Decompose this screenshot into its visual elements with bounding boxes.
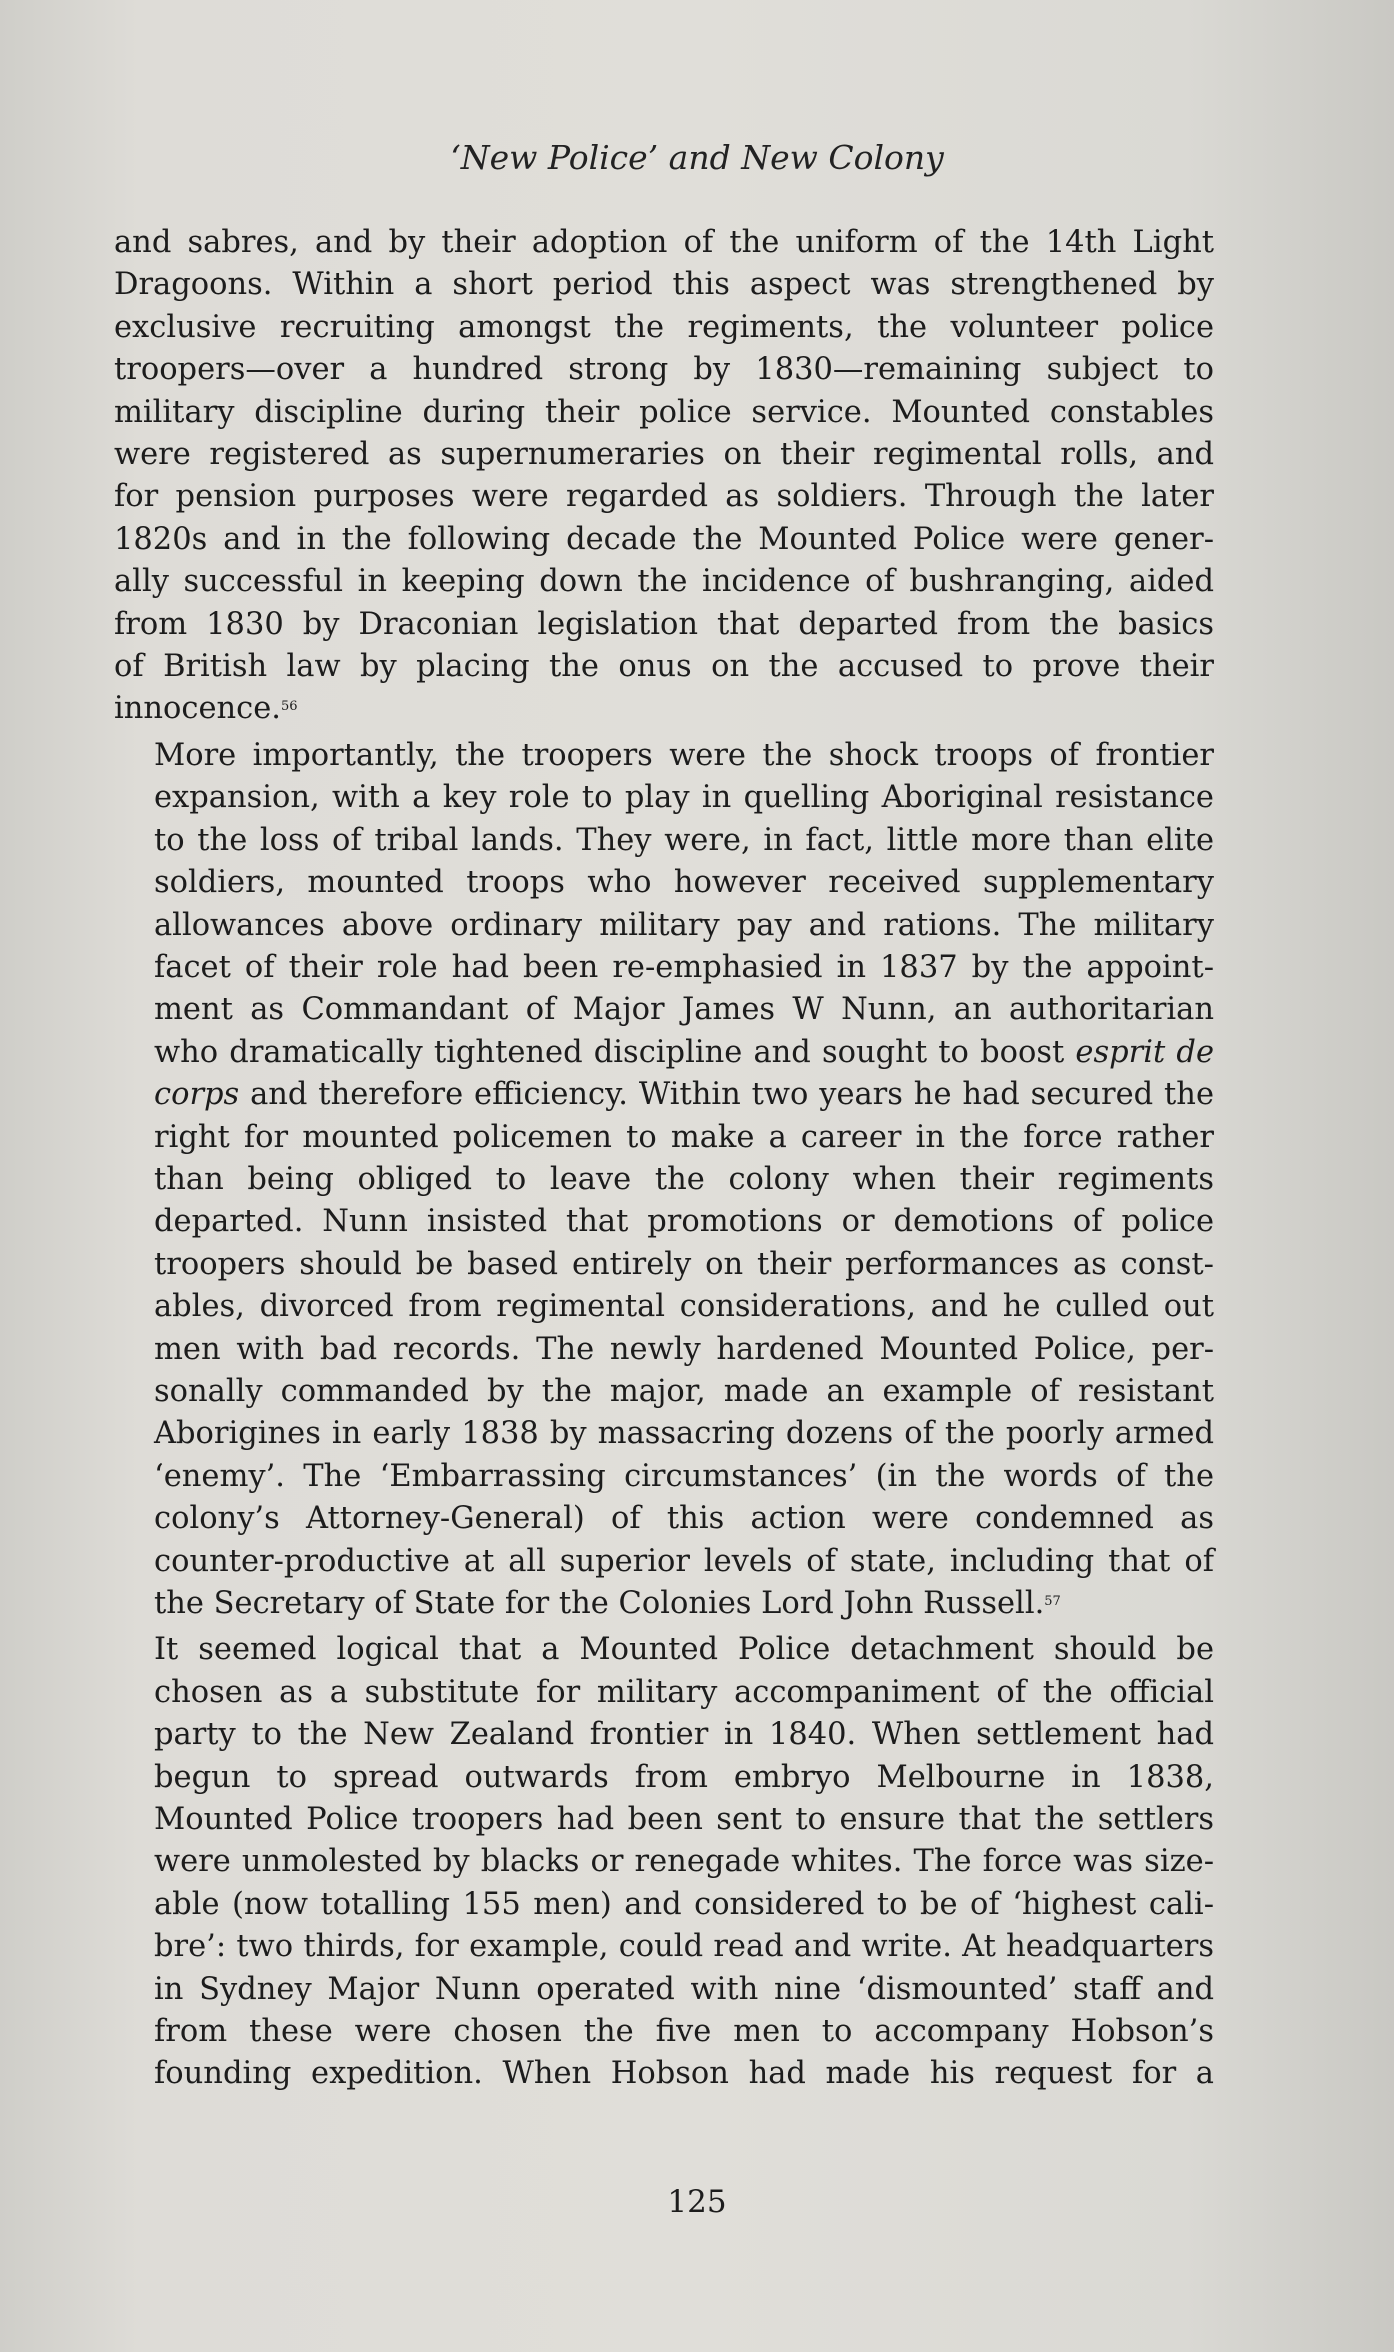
- text-line: expansion, with a key role to play in quelling Aboriginal resistance: [154, 780, 1214, 816]
- text-line: soldiers, mounted troops who however received supplementary: [154, 865, 1214, 901]
- text-line: men with bad records. The newly hardened Mounted Police, per-: [154, 1331, 1214, 1367]
- footnote-marker: 56: [281, 699, 298, 715]
- text-line: troopers—over a hundred strong by 1830—remaining subject to: [114, 352, 1214, 388]
- text-line: allowances above ordinary military pay and rations. The military: [154, 907, 1214, 943]
- text-line: colony’s Attorney-General) of this action were condemned as: [154, 1501, 1214, 1537]
- text-line-content: who dramatically tightened discipline and sought to boost: [154, 1034, 1065, 1070]
- text-line: [114, 1032, 1214, 1074]
- paragraph-2: [114, 735, 1214, 1626]
- text-line: More importantly, the troopers were the shock troops of frontier: [154, 737, 1214, 773]
- text-line: to the loss of tribal lands. They were, in fact, little more than elite: [154, 822, 1214, 858]
- text-line: ‘enemy’. The ‘Embarrassing circumstances’ (in the words of the: [154, 1458, 1214, 1494]
- text-line: for pension purposes were regarded as soldiers. Through the later: [114, 479, 1214, 515]
- text-line: ally successful in keeping down the incidence of bushranging, aided: [114, 564, 1214, 600]
- body-text: [114, 222, 1214, 2096]
- paragraph-3: [114, 1629, 1214, 2095]
- text-line: military discipline during their police service. Mounted constables: [114, 394, 1214, 430]
- footnote-marker: 57: [1044, 1594, 1061, 1609]
- text-line: chosen as a substitute for military accompaniment of the official: [154, 1674, 1214, 1710]
- text-line: counter-productive at all superior levels of state, including that of: [154, 1543, 1214, 1579]
- text-line: from these were chosen the five men to accompany Hobson’s: [154, 2014, 1214, 2050]
- text-line: sonally commanded by the major, made an example of resistant: [154, 1373, 1214, 1409]
- text-line: [114, 1583, 1214, 1625]
- running-head: ‘New Police’ and New Colony: [450, 138, 944, 177]
- text-line: [114, 688, 1214, 730]
- text-line: begun to spread outwards from embryo Melbourne in 1838,: [154, 1759, 1214, 1795]
- text-line: facet of their role had been re-emphasied in 1837 by the appoint-: [154, 949, 1214, 985]
- text-line: party to the New Zealand frontier in 1840. When settlement had: [154, 1717, 1214, 1753]
- text-line: It seemed logical that a Mounted Police detachment should be: [154, 1632, 1214, 1668]
- page-number: 125: [667, 2184, 727, 2220]
- text-line: Mounted Police troopers had been sent to ensure that the settlers: [154, 1802, 1214, 1838]
- italic-phrase: corps: [154, 1077, 240, 1113]
- text-line: Aborigines in early 1838 by massacring dozens of the poorly armed: [154, 1416, 1214, 1452]
- text-line: exclusive recruiting amongst the regiments, the volunteer police: [114, 309, 1214, 345]
- text-line: bre’: two thirds, for example, could read and write. At headquarters: [154, 1929, 1214, 1965]
- italic-phrase: esprit de: [1075, 1034, 1214, 1070]
- text-line: right for mounted policemen to make a career in the force rather: [154, 1119, 1214, 1155]
- text-line: troopers should be based entirely on their performances as const-: [154, 1246, 1214, 1282]
- text-line: than being obliged to leave the colony when their regiments: [154, 1161, 1214, 1197]
- text-line: and sabres, and by their adoption of the uniform of the 14th Light: [114, 225, 1214, 260]
- text-line: departed. Nunn insisted that promotions or demotions of police: [154, 1204, 1214, 1240]
- text-line: in Sydney Major Nunn operated with nine ‘dismounted’ staff and: [154, 1971, 1214, 2007]
- text-line: were registered as supernumeraries on their regimental rolls, and: [114, 437, 1214, 473]
- paragraph-1: [114, 222, 1214, 731]
- text-line-content: the Secretary of State for the Colonies Lord John Russell.: [154, 1586, 1045, 1621]
- text-line: 1820s and in the following decade the Mounted Police were gener-: [114, 521, 1214, 557]
- text-line: ment as Commandant of Major James W Nunn, an authoritarian: [154, 992, 1214, 1028]
- text-line: [114, 1074, 1214, 1116]
- text-line: Dragoons. Within a short period this aspect was strengthened by: [114, 267, 1214, 303]
- text-line-content: and therefore efficiency. Within two years he had secured the: [239, 1077, 1214, 1113]
- text-line: were unmolested by blacks or renegade whites. The force was size-: [154, 1844, 1214, 1880]
- text-line: from 1830 by Draconian legislation that departed from the basics: [114, 606, 1214, 642]
- text-line: able (now totalling 155 men) and considered to be of ‘highest cali-: [154, 1886, 1214, 1922]
- text-line-content: innocence.: [114, 691, 282, 727]
- text-line: ables, divorced from regimental considerations, and he culled out: [154, 1289, 1214, 1325]
- text-line: founding expedition. When Hobson had made his request for a: [154, 2056, 1214, 2092]
- text-line: of British law by placing the onus on the accused to prove their: [114, 649, 1214, 685]
